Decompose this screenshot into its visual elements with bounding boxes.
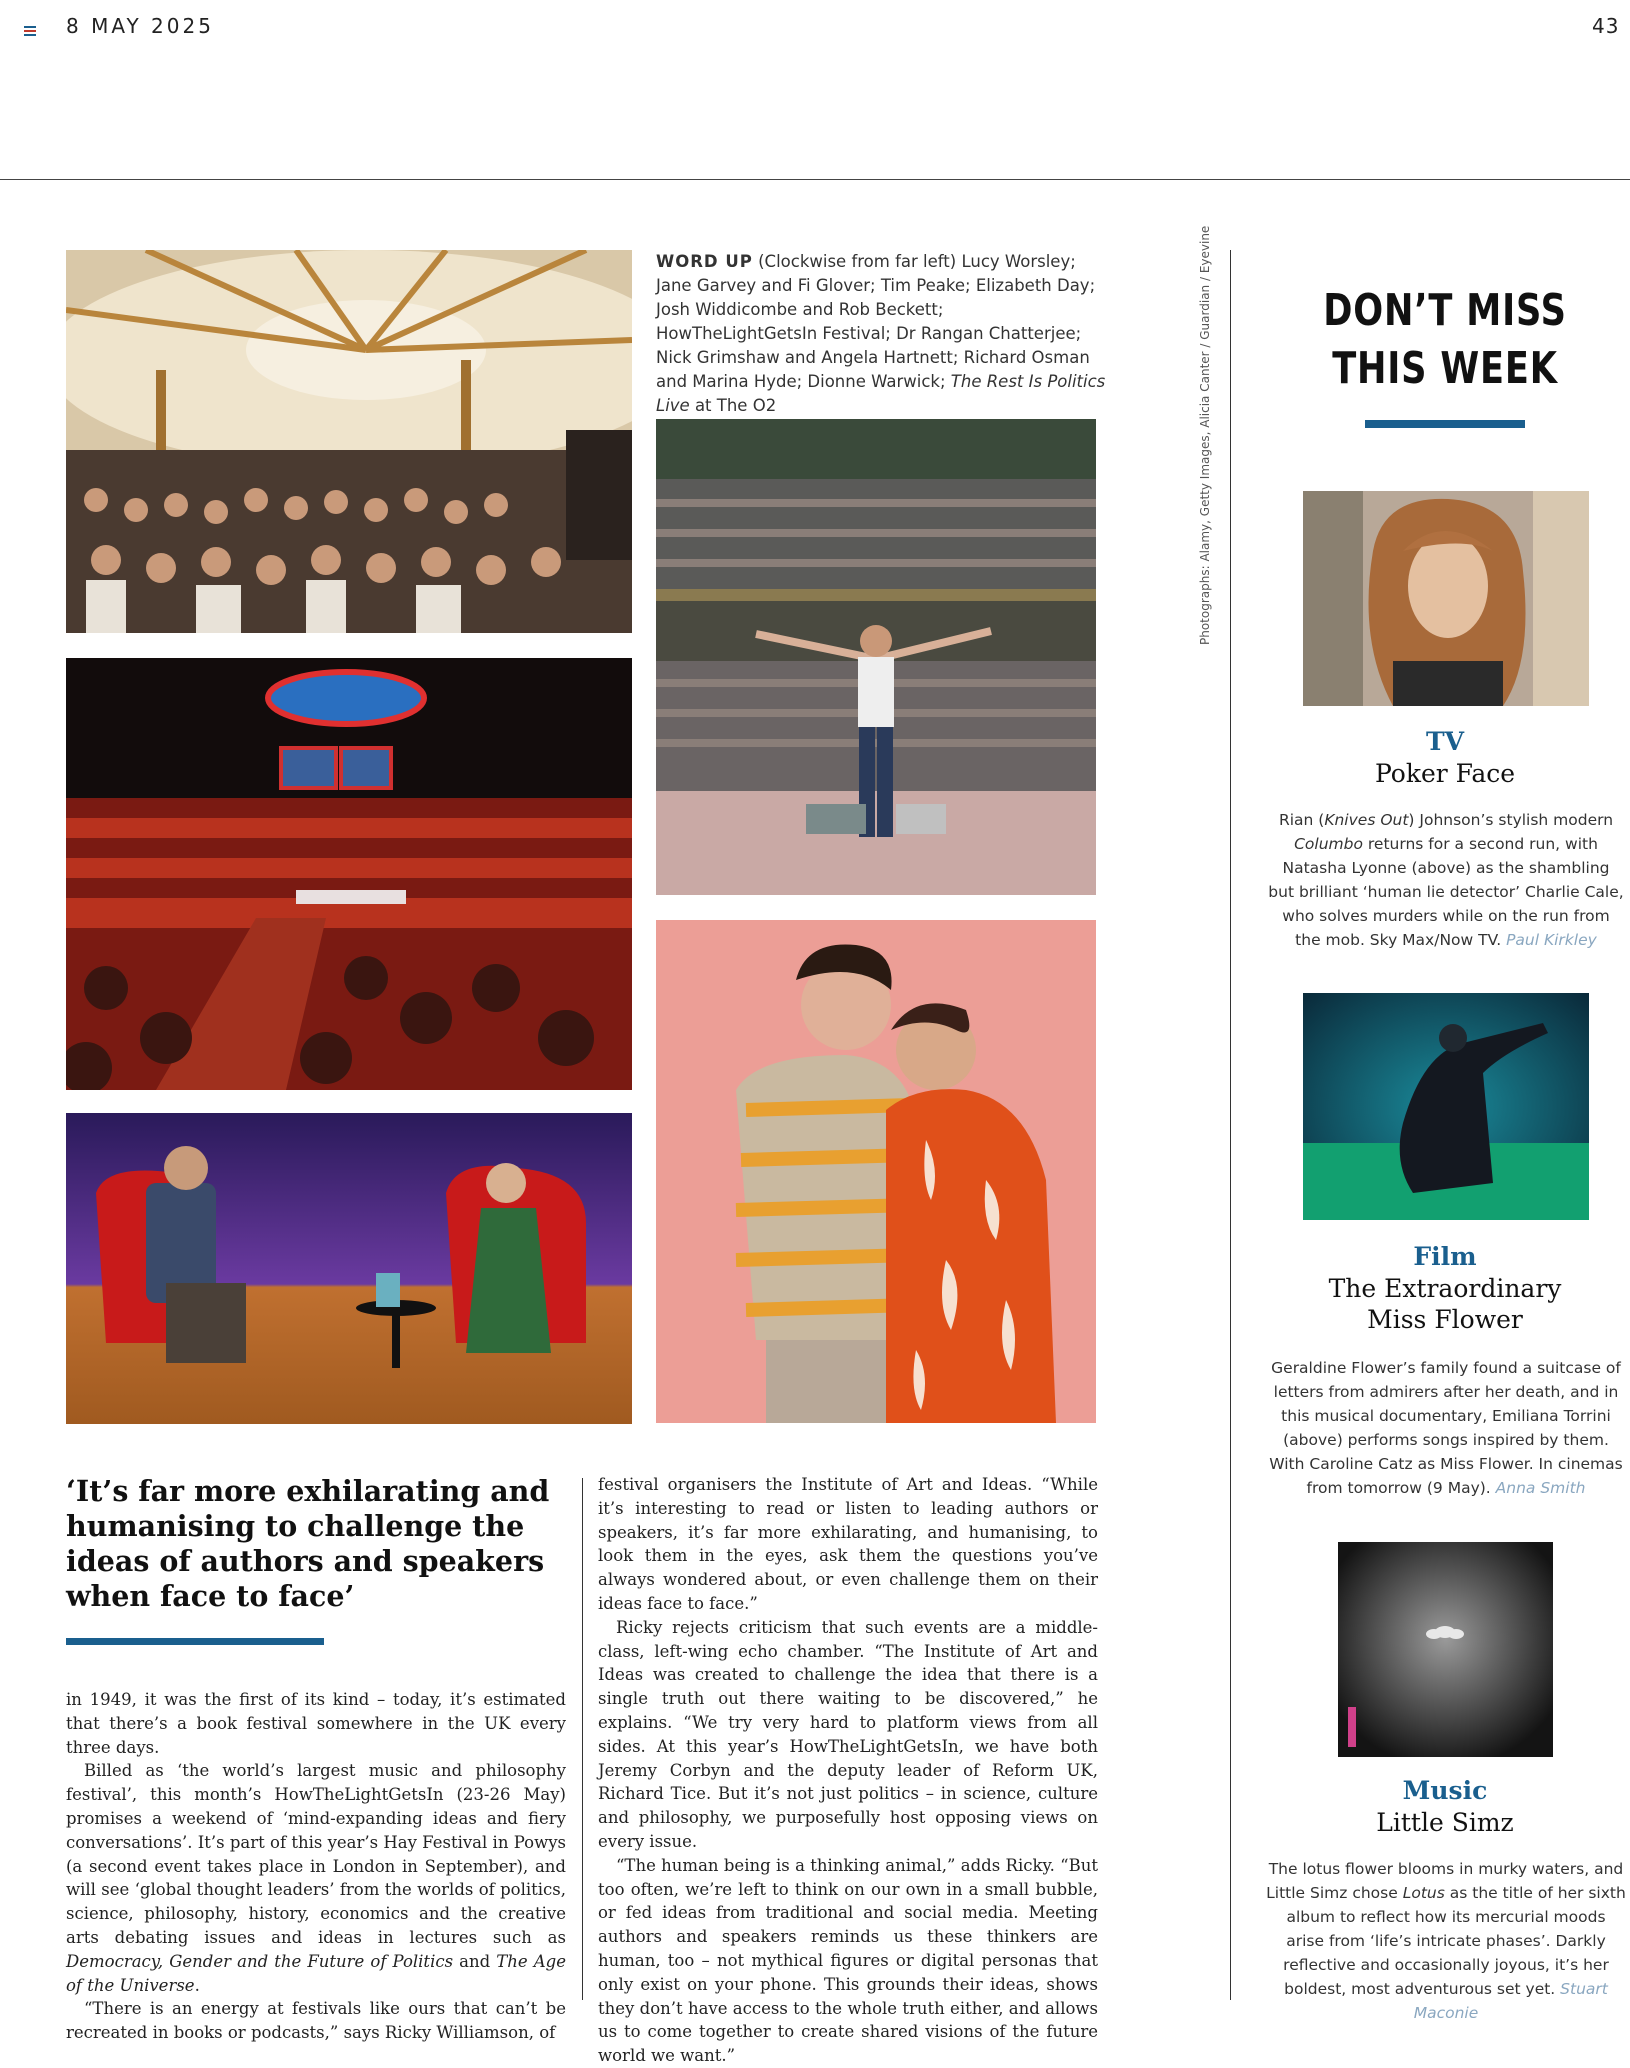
item-title-poker-face: Poker Face	[1374, 759, 1516, 788]
item-blurb-poker-face	[1268, 808, 1624, 952]
article-column-1	[66, 1688, 566, 2045]
blurb-italic: Knives Out	[1324, 811, 1409, 829]
article-paragraph: “There is an energy at festivals like ours that can’t be recreated in books or podcasts,” says Ricky Williamson, of	[66, 1999, 566, 2043]
issue-date: 8 MAY 2025	[66, 14, 214, 38]
paragraph-part: .	[194, 1975, 200, 1995]
dont-miss-heading-line1: DON’T MISS	[1323, 285, 1567, 336]
paragraph-part: Billed as ‘the world’s largest music and philosophy festival’, this month’s HowTheLightGetsIn (23-26 May) promises a weekend of ‘mind-expanding ideas and fiery conversations’. It’s part of this year’s Hay Festival in Powys (a second event takes place in London in September), and will see ‘global thought leaders’ from the worlds of politics, science, philosophy, history, economics and the creative arts debating issues and ideas in lectures such as	[66, 1761, 566, 1947]
photo-armchair-conversation	[66, 1113, 632, 1424]
blurb-part: as the title of her sixth album to reflect how its mercurial moods arise from ‘life’s intricate phases’. Darkly reflective and occasionally joyous, it’s her boldest, most adventurous set yet.	[1283, 1884, 1626, 1998]
reviewer-byline: Paul Kirkley	[1506, 931, 1597, 949]
photo-yurt-audience	[66, 250, 632, 633]
lecture-title: Democracy, Gender and the Future of Politics	[66, 1951, 454, 1971]
item-title-little-simz: Little Simz	[1376, 1808, 1514, 1837]
blurb-part: Rian (	[1278, 811, 1325, 829]
item-category-music: Music	[1402, 1776, 1488, 1805]
article-paragraph: Ricky rejects criticism that such events are a middle-class, left-wing echo chamber. “The Institute of Art and Ideas was created to challenge the idea that there is a single truth out there waiting to be discovered,” he explains. “We try very hard to platform views from all sides. At this year’s HowTheLightGetsIn, we have both Jeremy Corbyn and the deputy leader of Reform UK, Richard Tice. But it’s not just politics – in science, culture and philosophy, we purposefully host opposing views on every issue.	[598, 1617, 1098, 1851]
caption-italic: The Rest Is Politics Live	[656, 372, 1106, 415]
publication-logo-icon	[24, 26, 36, 36]
photo-theatre-performer	[656, 419, 1096, 895]
item-title-line2: Miss Flower	[1367, 1305, 1523, 1334]
photo-little-simz-lotus	[1338, 1542, 1553, 1757]
article-paragraph: festival organisers the Institute of Art and Ideas. “While it’s interesting to read or listen to leading authors or speakers, it’s far more exhilarating, and humanising, to look them in the eyes, ask them the questions you’ve always wondered about, or even challenge them on their ideas face to face.”	[598, 1475, 1098, 1613]
header-divider	[0, 179, 1630, 180]
caption-text: (Clockwise from far left) Lucy Worsley; Jane Garvey and Fi Glover; Tim Peake; Elizabeth Day; Josh Widdicombe and Rob Beckett; HowTheLightGetsIn Festival; Dr Rangan Chatterjee; Nick Grimshaw and Angela Hartnett; Richard Osman and Marina Hyde; Dionne Warwick;	[656, 252, 1096, 391]
photo-duo-portrait	[656, 920, 1096, 1423]
caption-lead: WORD UP	[656, 252, 753, 271]
dont-miss-heading	[1321, 282, 1569, 398]
paragraph-part: and	[453, 1951, 497, 1971]
item-title-line1: The Extraordinary	[1328, 1274, 1562, 1303]
blurb-italic: Columbo	[1294, 835, 1363, 853]
reviewer-byline: Anna Smith	[1495, 1479, 1586, 1497]
photo-extraordinary-miss-flower	[1303, 993, 1589, 1220]
item-title-miss-flower	[1270, 1273, 1620, 1335]
blurb-italic: Lotus	[1402, 1884, 1445, 1902]
item-category-tv: TV	[1425, 727, 1464, 756]
pull-quote: ‘It’s far more exhilarating and humanising to challenge the ideas of authors and speakers when face to face’	[66, 1474, 550, 1613]
column-divider	[582, 1478, 583, 2000]
article-paragraph: in 1949, it was the first of its kind – today, it’s estimated that there’s a book festival somewhere in the UK every three days.	[66, 1690, 566, 1757]
article-paragraph	[66, 1759, 566, 1997]
photo-caption	[656, 250, 1106, 418]
item-blurb-miss-flower	[1266, 1356, 1626, 1500]
blurb-part: Geraldine Flower’s family found a suitcase of letters from admirers after her death, and in this musical documentary, Emiliana Torrini (above) performs songs inspired by them. With Caroline Catz as Miss Flower. In cinemas from tomorrow (9 May).	[1269, 1359, 1623, 1497]
article-paragraph: “The human being is a thinking animal,” adds Ricky. “But too often, we’re left to think on our own in a small bubble, or fed ideas from traditional and social media. Meeting authors and speakers reminds us these thinkers are human, too – not mythical figures or digital personas that only exist on your phone. This grounds their ideas, shows they don’t have access to the whole truth either, and allows us to come together to create shared visions of the future world we want.”	[598, 1855, 1098, 2066]
dont-miss-accent-bar	[1365, 420, 1525, 428]
item-category-film: Film	[1413, 1242, 1477, 1271]
blurb-part: ) Johnson’s stylish modern	[1408, 811, 1614, 829]
photo-credit-text: Photographs: Alamy, Getty Images, Alicia Canter / Guardian / Eyevine	[1198, 225, 1212, 645]
page-number: 43	[1592, 14, 1620, 38]
blurb-part: returns for a second run, with Natasha Lyonne (above) as the shambling but brilliant ‘human lie detector’ Charlie Cale, who solves murders while on the run from the mob. Sky Max/Now TV.	[1268, 835, 1624, 949]
blurb-part: The lotus flower blooms in murky waters, and Little Simz chose	[1266, 1860, 1624, 1902]
dont-miss-heading-line2: THIS WEEK	[1332, 343, 1558, 394]
lecture-title: The Age of the Universe	[66, 1951, 566, 1995]
caption-tail: at The O2	[689, 396, 777, 415]
reviewer-byline: Stuart Maconie	[1413, 1980, 1608, 2022]
sidebar-divider	[1230, 250, 1231, 2000]
pull-quote-accent-bar	[66, 1638, 324, 1645]
photo-arena-stage	[66, 658, 632, 1090]
photo-poker-face	[1303, 491, 1589, 706]
photo-credit	[1196, 225, 1218, 645]
article-column-2	[598, 1473, 1098, 2068]
